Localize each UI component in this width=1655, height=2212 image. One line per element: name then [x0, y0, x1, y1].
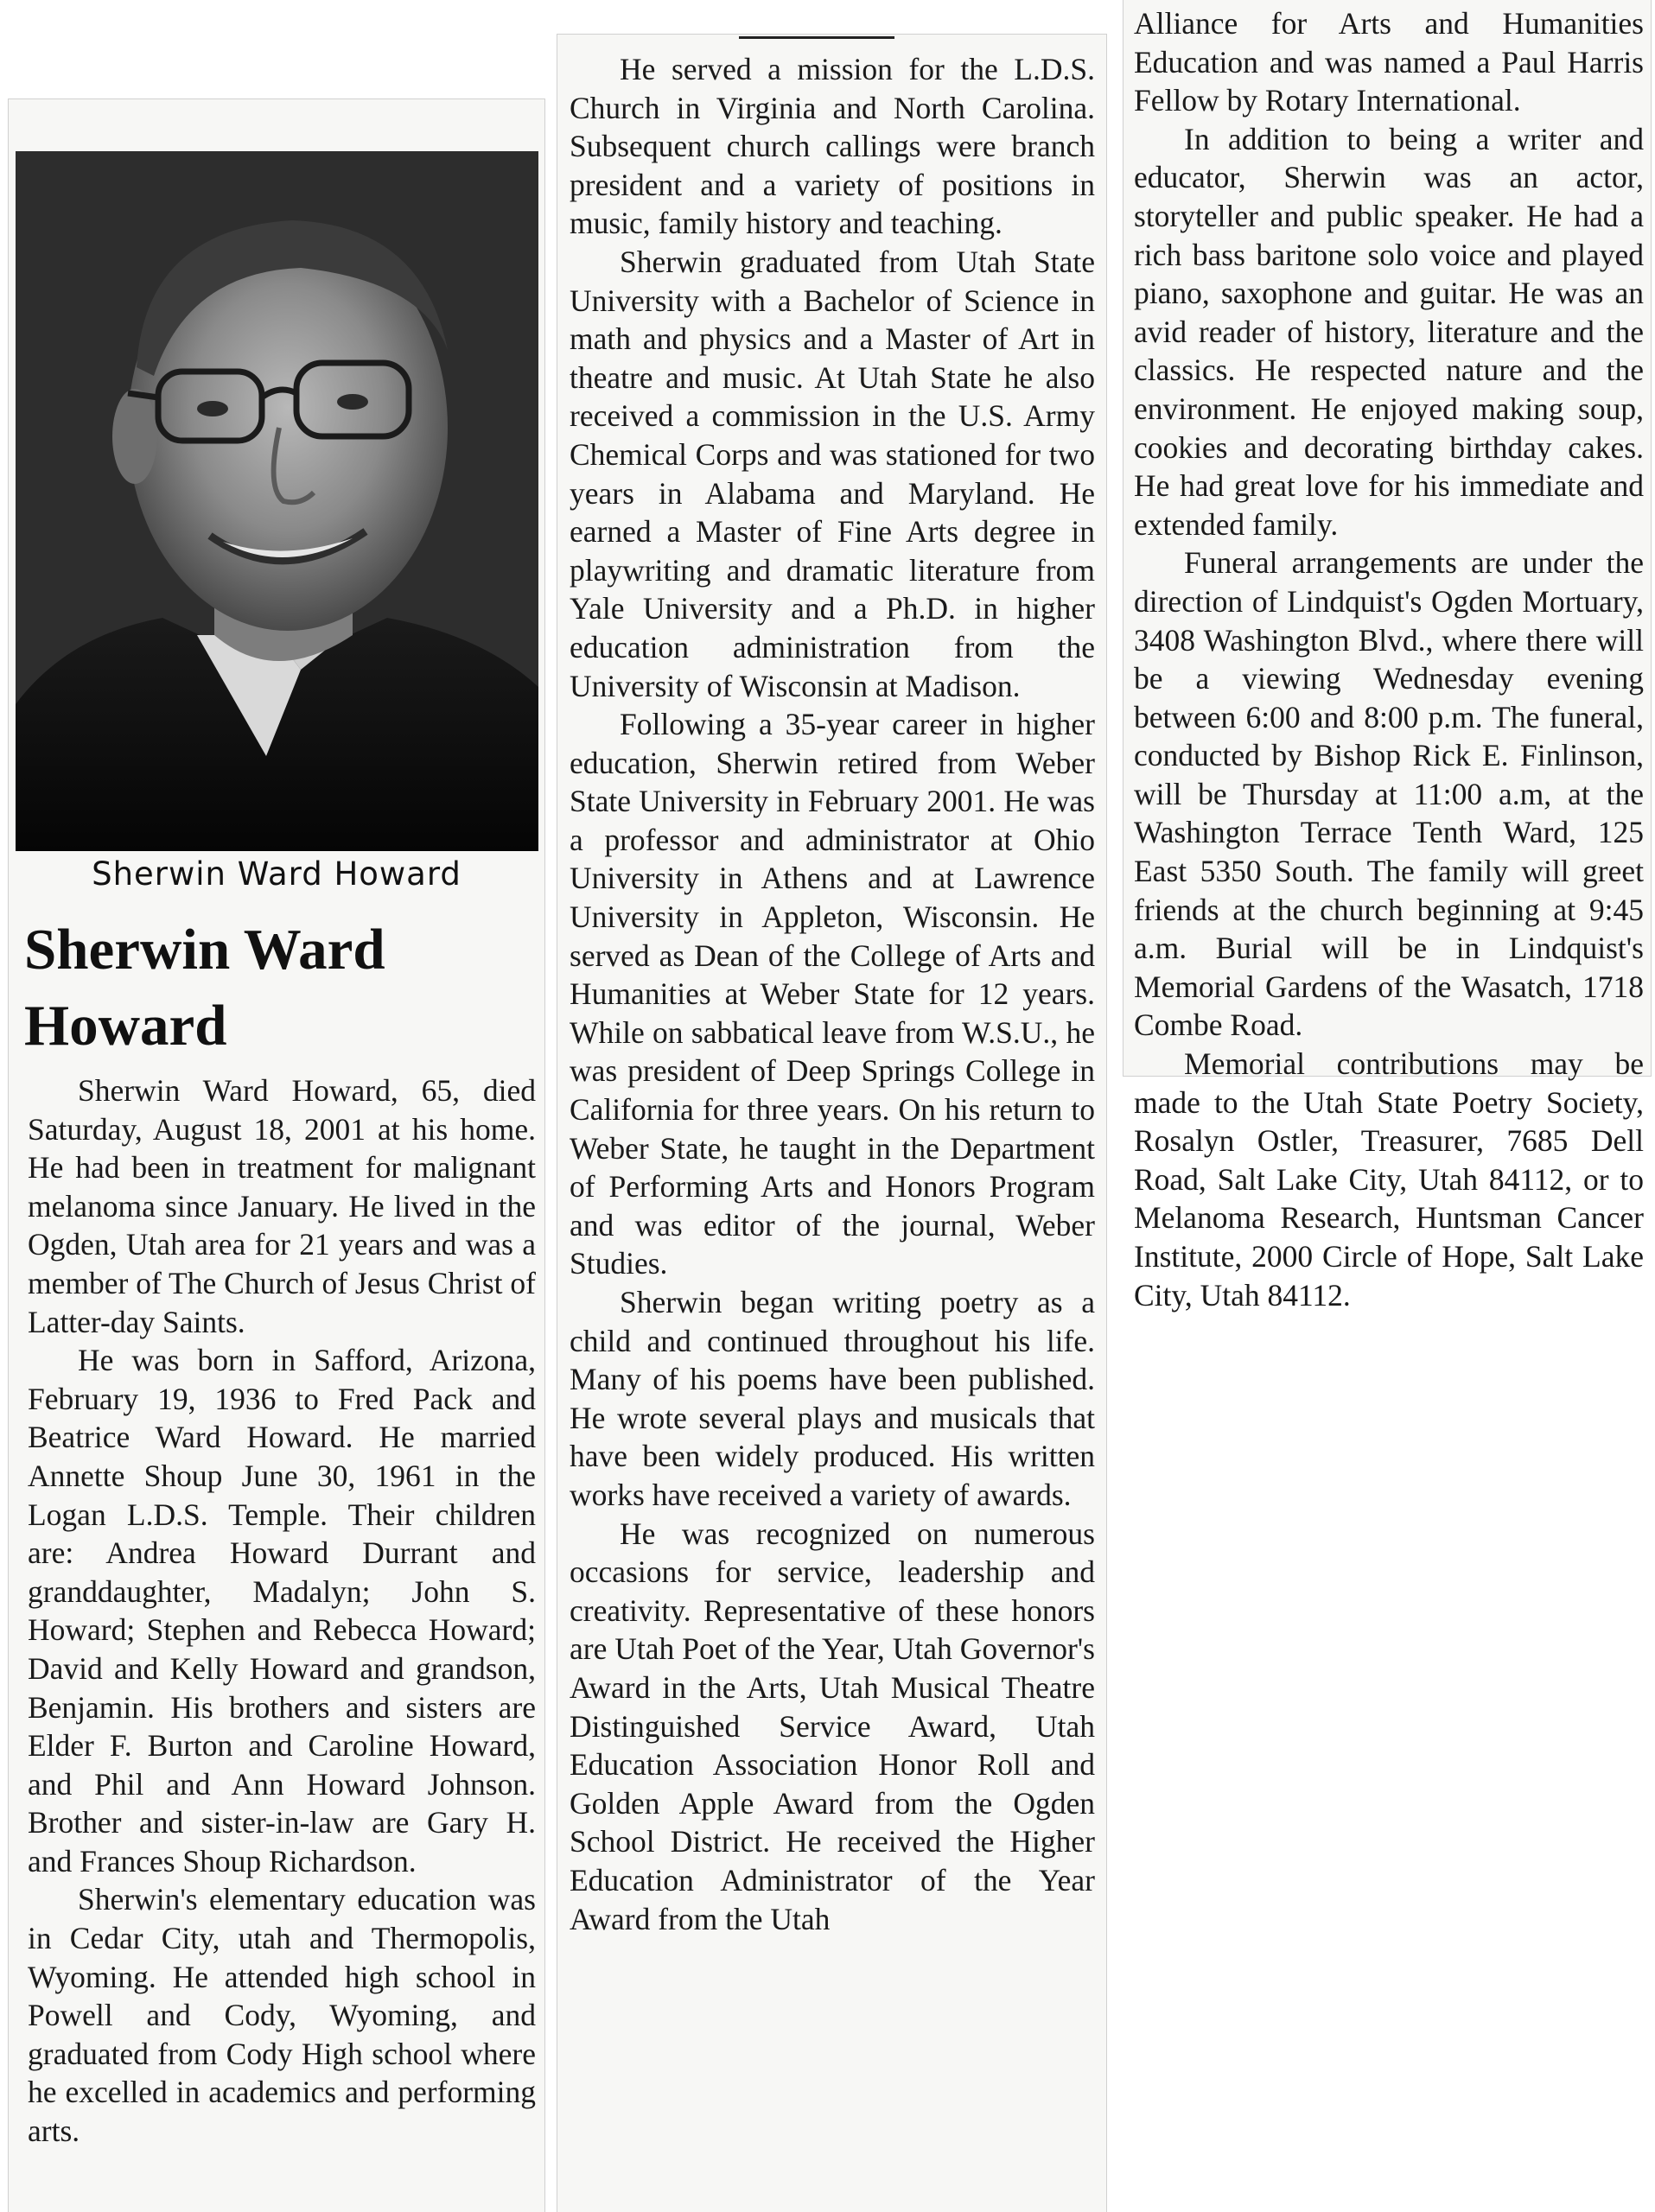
paragraph: In addition to being a writer and educator, Sherwin was an actor, storyteller and public speaker. He had a rich bass baritone solo voice and played piano, saxophone and guitar. He was an avid reader of history, literature and the classics. He respected nature and the environment. He enjoyed making soup, cookies and decorating birthday cakes. He had great love for his immediate and extended family. — [1134, 121, 1644, 542]
paragraph: He was born in Safford, Arizona, February 19, 1936 to Fred Pack and Beatrice Ward Howard. He married Annette Shoup June 30, 1961 in the Logan L.D.S. Temple. Their children are: Andrea Howard Durrant and granddaughter, Madalyn; John S. Howard; Stephen and Rebecca Howard; David and Kelly Howard and grandson, Benjamin. His brothers and sisters are Elder F. Burton and Caroline Howard, and Phil and Ann Howard Johnson. Brother and sister-in-law are Gary H. and Frances Shoup Richardson. — [28, 1343, 536, 1878]
clipping-column-3 — [1123, 0, 1651, 1313]
clipping-column-2 — [557, 35, 1106, 2212]
paragraph: Sherwin graduated from Utah State University with a Bachelor of Science in math and physics and a Master of Art in theatre and music. At Utah State he also received a commission in the U.S. Army Chemical Corps and was stationed for two years in Alabama and Maryland. He earned a Master of Fine Arts degree in playwriting and dramatic literature from Yale University and a Ph.D. in higher education administration from the University of Wisconsin at Madison. — [570, 244, 1095, 703]
paragraph: Sherwin's elementary education was in Cedar City, utah and Thermopolis, Wyoming. He attended high school in Powell and Cody, Wyoming, and graduated from Cody High school where he excelled in academics and performing arts. — [28, 1882, 536, 2149]
paragraph: He served a mission for the L.D.S. Church in Virginia and North Carolina. Subsequent church callings were branch president and a variety of positions in music, family history and teaching. — [570, 52, 1095, 241]
column-1-text — [28, 1071, 536, 2151]
clipping-column-1 — [9, 99, 544, 2212]
paragraph: Memorial contributions may be made to the Utah State Poetry Society, Rosalyn Ostler, Treasurer, 7685 Dell Road, Salt Lake City, Utah 84112, or to Melanoma Research, Huntsman Cancer Institute, 2000 Circle of Hope, Salt Lake City, Utah 84112. — [1134, 1046, 1644, 1313]
column-rule — [739, 36, 894, 39]
obituary-headline: Sherwin Ward Howard — [24, 918, 385, 1058]
paragraph-continued: Alliance for Arts and Humanities Education and was named a Paul Harris Fellow by Rotary International. — [1134, 6, 1644, 118]
portrait-photo — [16, 151, 538, 851]
paragraph: Sherwin began writing poetry as a child and continued throughout his life. Many of his poems have been published. He wrote several plays and musicals that have been widely produced. His written works have received a variety of awards. — [570, 1285, 1095, 1512]
photo-caption: Sherwin Ward Howard — [92, 855, 461, 893]
paragraph: Sherwin Ward Howard, 65, died Saturday, August 18, 2001 at his home. He had been in treatment for malignant melanoma since January. He lived in the Ogden, Utah area for 21 years and was a member of The Church of Jesus Christ of Latter-day Saints. — [28, 1073, 536, 1339]
paragraph: Funeral arrangements are under the direction of Lindquist's Ogden Mortuary, 3408 Washington Blvd., where there will be a viewing Wednesday evening between 6:00 and 8:00 p.m. The funeral, conducted by Bishop Rick E. Finlinson, will be Thursday at 11:00 a.m, at the Washington Terrace Tenth Ward, 125 East 5350 South. The family will greet friends at the church beginning at 9:45 a.m. Burial will be in Lindquist's Memorial Gardens of the Wasatch, 1718 Combe Road. — [1134, 545, 1644, 1043]
portrait-illustration — [16, 151, 538, 851]
column-2-text — [570, 50, 1095, 1938]
paragraph: He was recognized on numerous occasions for service, leadership and creativity. Representative of these honors are Utah Poet of the Year, Utah Governor's Award in the Arts, Utah Musical Theatre Distinguished Service Award, Utah Education Association Honor Roll and Golden Apple Award from the Ogden School District. He received the Higher Education Administrator of the Year Award from the Utah — [570, 1516, 1095, 1936]
paragraph: Following a 35-year career in higher education, Sherwin retired from Weber State University in February 2001. He was a professor and administrator at Ohio University in Athens and at Lawrence University in Appleton, Wisconsin. He served as Dean of the College of Arts and Humanities at Weber State for 12 years. While on sabbatical leave from W.S.U., he was president of Deep Springs College in California for three years. On his return to Weber State, he taught in the Department of Performing Arts and Honors Program and was editor of the journal, Weber Studies. — [570, 707, 1095, 1281]
column-3-text — [1134, 4, 1644, 1314]
